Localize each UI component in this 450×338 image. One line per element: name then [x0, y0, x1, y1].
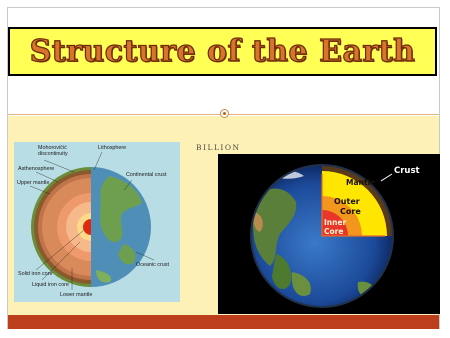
label-mohorovicic: Mohorovičić — [38, 145, 67, 151]
earth-cutaway-photo — [218, 154, 440, 314]
bottom-accent-bar — [8, 315, 439, 329]
title-box — [8, 27, 437, 76]
label-discontinuity: discontinuity — [38, 151, 68, 157]
label-liquid-iron-core: Liquid iron core — [32, 282, 69, 288]
body-text: BILLION — [196, 143, 241, 152]
label-solid-iron-core: Solid iron core — [18, 271, 53, 277]
label-inner: Inner — [324, 218, 347, 227]
label-continental-crust: Continental crust — [126, 172, 167, 178]
label-upper-mantle: Upper mantle — [17, 180, 50, 186]
label-lower-mantle: Lower mantle — [60, 292, 93, 298]
separator-ornament — [220, 109, 229, 118]
slide-title: Structure of the Earth — [29, 34, 416, 69]
label-lithosphere: Lithosphere — [98, 145, 127, 151]
crust-pointer — [381, 174, 392, 181]
label-crust: Crust — [394, 166, 420, 176]
label-outer-core: Core — [340, 207, 361, 216]
label-outer: Outer — [334, 197, 360, 206]
label-mantle: Mantle — [346, 178, 376, 187]
earth-layers-diagram — [14, 142, 180, 302]
label-inner-core: Core — [324, 227, 344, 236]
label-asthenosphere: Asthenosphere — [18, 166, 55, 172]
label-oceanic-crust: Oceanic crust — [136, 262, 169, 268]
